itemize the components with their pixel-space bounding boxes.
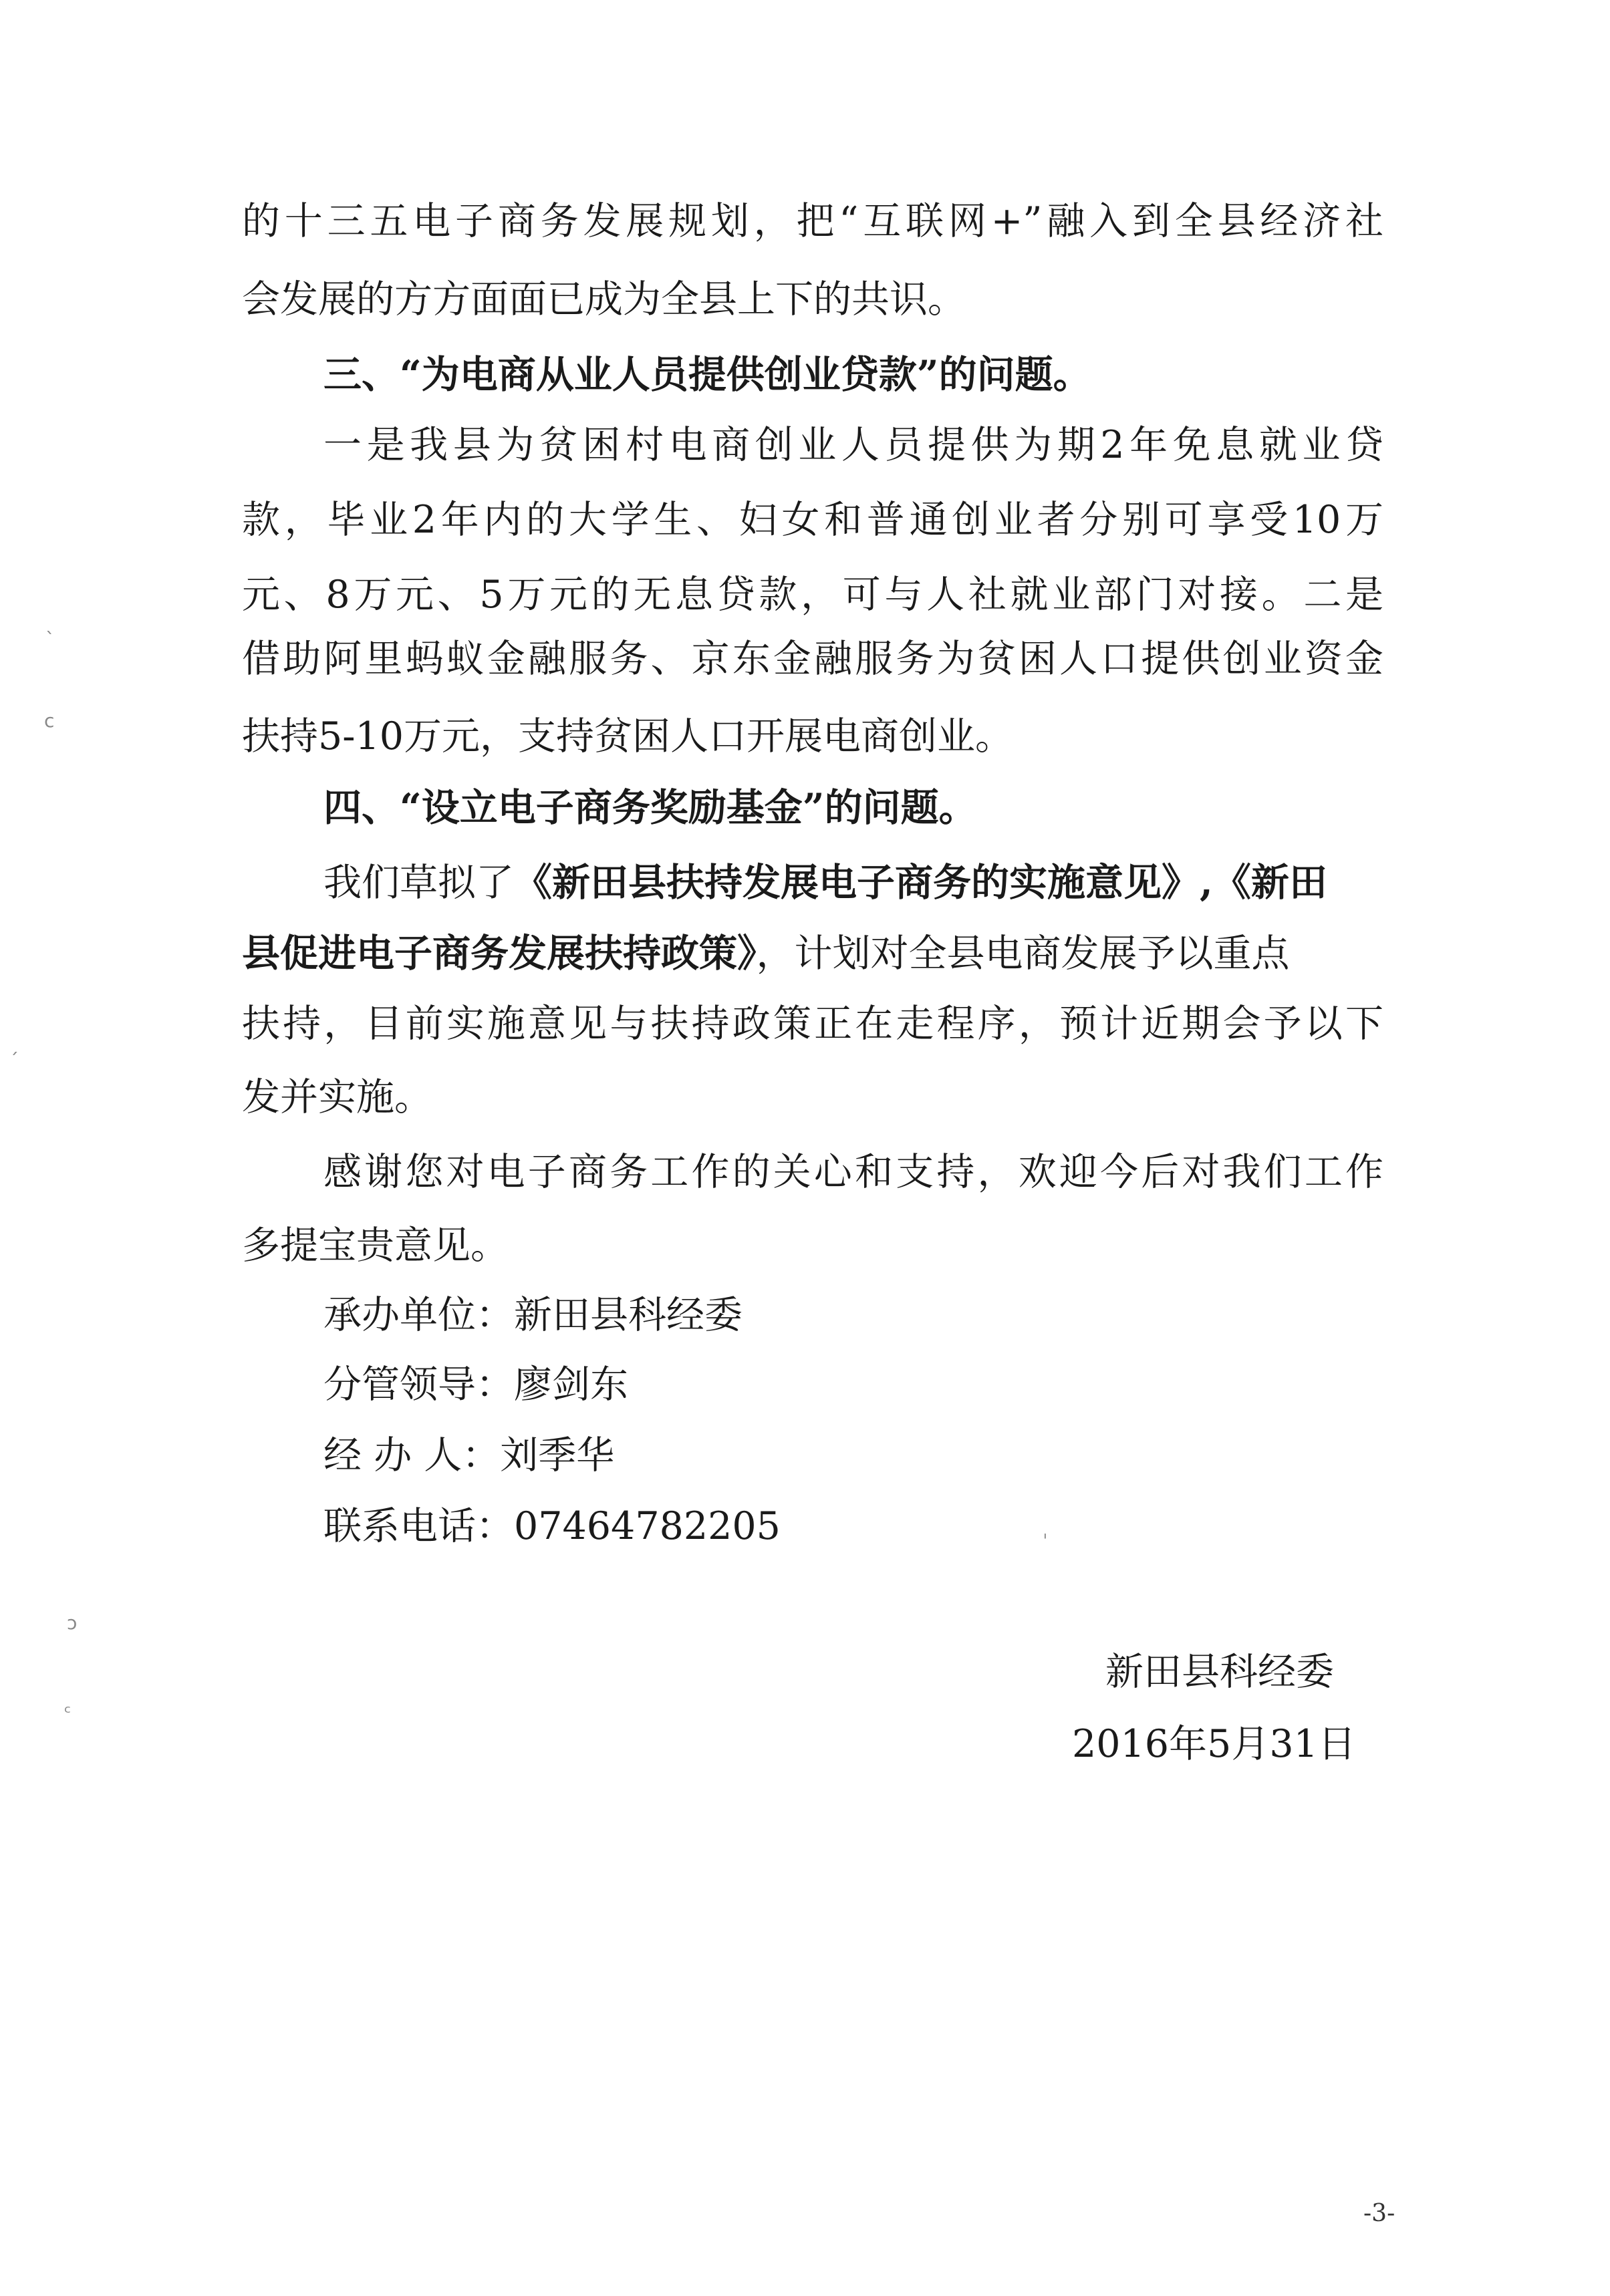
contact-leader: 分管领导：廖剑东	[323, 1362, 628, 1407]
paragraph-line	[242, 931, 1290, 976]
document-title-ref: 《新田县扶持发展电子商务的实施意见》,《新田	[514, 860, 1327, 905]
text-plain: ，计划对全县电商发展予以重点	[756, 931, 1290, 976]
page-number: -3-	[1363, 2200, 1395, 2227]
contact-handler: 经 办 人：刘季华	[323, 1433, 615, 1477]
paragraph-line: 一是我县为贫困村电商创业人员提供为期2年免息就业贷	[323, 423, 1383, 467]
section-heading-4: 四、“设立电子商务奖励基金”的问题。	[323, 785, 977, 830]
scan-speck: ˋ	[45, 628, 55, 650]
scan-speck: ˊ	[9, 1049, 19, 1071]
signature-date: 2016年5月31日	[1072, 1722, 1356, 1766]
paragraph-line	[323, 860, 1327, 905]
paragraph-line: 款，毕业2年内的大学生、妇女和普通创业者分别可享受10万	[242, 498, 1383, 542]
scan-speck: ᶜ	[64, 1701, 72, 1723]
paragraph-line: 借助阿里蚂蚁金融服务、京东金融服务为贫困人口提供创业资金	[242, 637, 1383, 681]
paragraph-line: 扶持，目前实施意见与扶持政策正在走程序，预计近期会予以下	[242, 1002, 1383, 1046]
section-heading-3: 三、“为电商从业人员提供创业贷款”的问题。	[323, 352, 1091, 397]
paragraph-line: 发并实施。	[242, 1075, 432, 1119]
document-title-ref: 县促进电子商务发展扶持政策》	[242, 931, 757, 976]
text-plain: 我们草拟了	[323, 861, 514, 905]
scan-speck: c	[44, 710, 55, 732]
signature-org: 新田县科经委	[1105, 1650, 1334, 1694]
contact-phone: 联系电话：07464782205	[323, 1504, 781, 1548]
paragraph-line: 的十三五电子商务发展规划，把“互联网+”融入到全县经济社	[242, 199, 1383, 243]
paragraph-line: 感谢您对电子商务工作的关心和支持，欢迎今后对我们工作	[323, 1150, 1383, 1194]
paragraph-line: 元、8万元、5万元的无息贷款，可与人社就业部门对接。二是	[242, 573, 1383, 617]
scan-speck: ɔ	[67, 1612, 78, 1634]
paragraph-line: 会发展的方方面面已成为全县上下的共识。	[242, 277, 966, 321]
contact-unit: 承办单位：新田县科经委	[323, 1293, 743, 1337]
scan-speck: ˈ	[1043, 1530, 1048, 1552]
paragraph-line: 扶持5-10万元，支持贫困人口开展电商创业。	[242, 714, 1014, 758]
paragraph-line: 多提宝贵意见。	[242, 1224, 509, 1268]
